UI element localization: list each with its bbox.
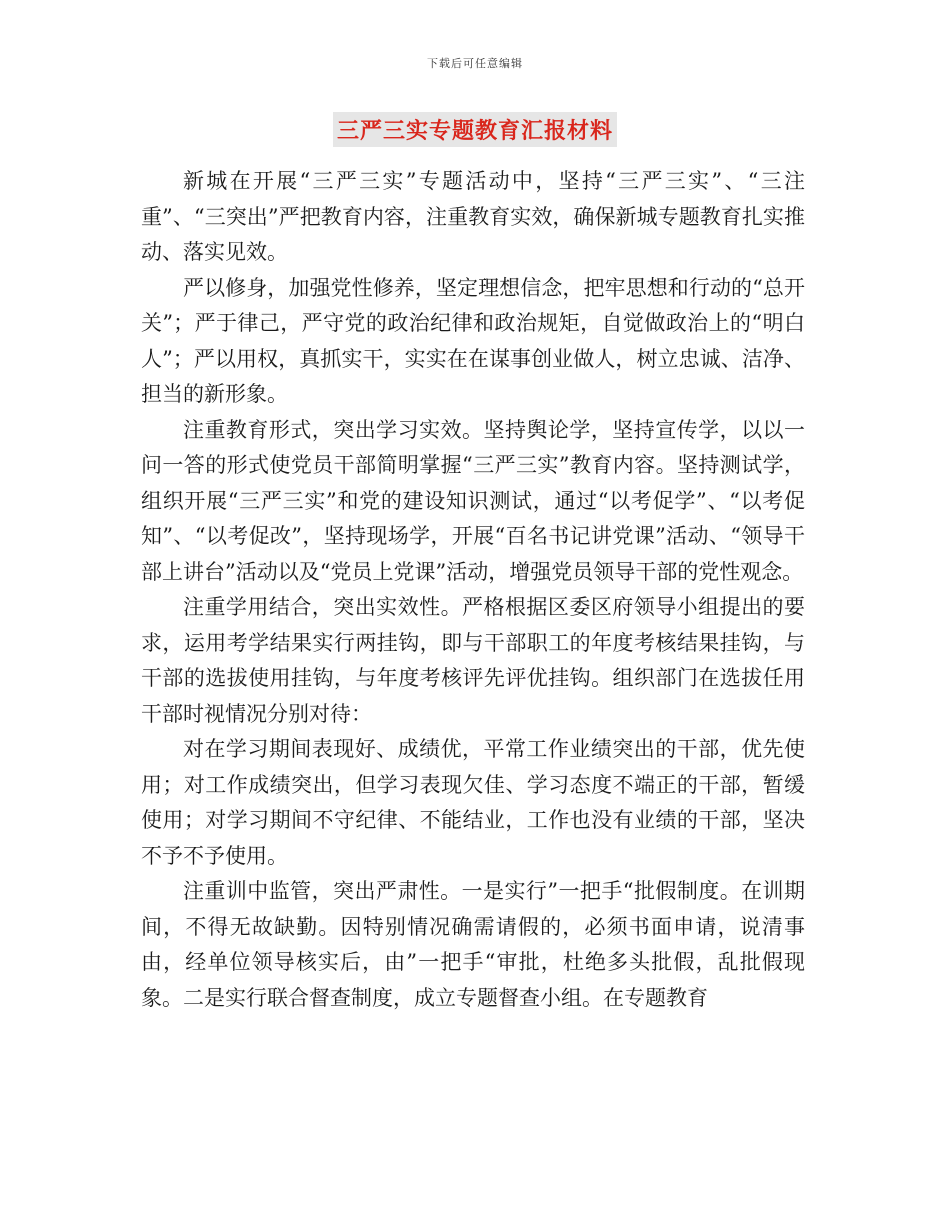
paragraph-4: 注重学用结合，突出实效性。严格根据区委区府领导小组提出的要求，运用考学结果实行两挂钩，即与干部职工的年度考核结果挂钩，与干部的选拔使用挂钩，与年度考核评先评优挂钩。组织部门在选拔任用干部时视情况分别对待：	[141, 595, 805, 726]
title-container	[0, 112, 950, 147]
paragraph-5: 对在学习期间表现好、成绩优，平常工作业绩突出的干部，优先使用；对工作成绩突出，但学习表现欠佳、学习态度不端正的干部，暂缓使用；对学习期间不守纪律、不能结业，工作也没有业绩的干部，坚决不予不予使用。	[141, 737, 805, 868]
paragraph-3: 注重教育形式，突出学习实效。坚持舆论学，坚持宣传学，以以一问一答的形式使党员干部简明掌握“三严三实”教育内容。坚持测试学，组织开展“三严三实”和党的建设知识测试，通过“以考促学”、“以考促知”、“以考促改”，坚持现场学，开展“百名书记讲党课”活动、“领导干部上讲台”活动以及“党员上党课”活动，增强党员领导干部的党性观念。	[141, 417, 805, 584]
paragraph-1: 新城在开展“三严三实”专题活动中，坚持“三严三实”、“三注重”、“三突出”严把教育内容，注重教育实效，确保新城专题教育扎实推动、落实见效。	[141, 169, 805, 264]
document-title: 三严三实专题教育汇报材料	[333, 112, 617, 147]
paragraph-6: 注重训中监管，突出严肃性。一是实行”一把手“批假制度。在训期间，不得无故缺勤。因特别情况确需请假的，必须书面申请，说清事由，经单位领导核实后，由”一把手“审批，杜绝多头批假，乱批假现象。二是实行联合督查制度，成立专题督查小组。在专题教育	[141, 879, 805, 1010]
header-note: 下载后可任意编辑	[427, 57, 523, 70]
document-body	[141, 164, 805, 1016]
paragraph-2: 严以修身，加强党性修养，坚定理想信念，把牢思想和行动的“总开关”；严于律己，严守党的政治纪律和政治规矩，自觉做政治上的“明白人”；严以用权，真抓实干，实实在在谋事创业做人，树立忠诚、洁净、担当的新形象。	[141, 275, 805, 406]
